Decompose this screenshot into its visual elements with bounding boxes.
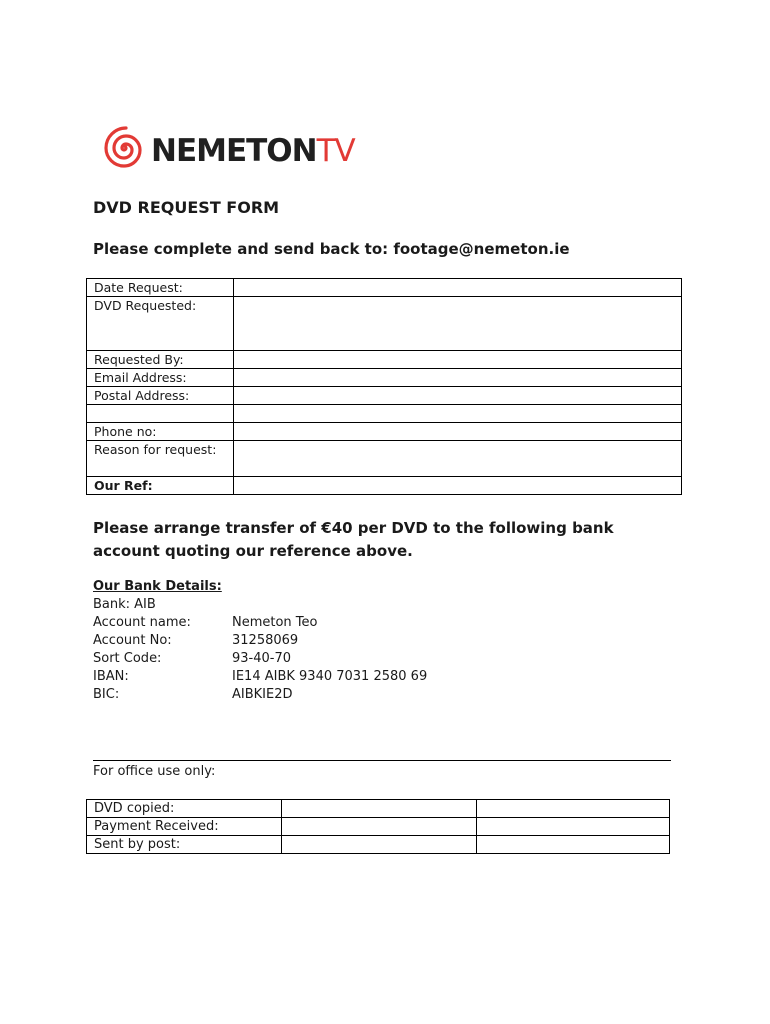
payment-received-label: Payment Received: <box>87 818 282 836</box>
sent-by-post-field[interactable] <box>282 836 477 854</box>
dvd-requested-label: DVD Requested: <box>87 297 234 351</box>
date-request-label: Date Request: <box>87 279 234 297</box>
logo-wordmark: NEMETONTV <box>151 133 355 169</box>
dvd-requested-field[interactable] <box>234 297 682 351</box>
dvd-copied-field-2[interactable] <box>477 800 670 818</box>
bank-key: Account No: <box>93 633 172 648</box>
dvd-copied-field[interactable] <box>282 800 477 818</box>
office-use-table <box>86 799 670 854</box>
bank-value: 31258069 <box>232 633 299 648</box>
table-row <box>87 351 682 369</box>
table-row <box>87 297 682 351</box>
table-row <box>87 387 682 405</box>
postal-address-label: Postal Address: <box>87 387 234 405</box>
phone-no-field[interactable] <box>234 423 682 441</box>
bank-key: IBAN: <box>93 669 129 684</box>
table-row <box>87 369 682 387</box>
table-row <box>87 279 682 297</box>
bank-details <box>93 578 427 704</box>
bank-key: BIC: <box>93 687 120 702</box>
our-ref-label: Our Ref: <box>87 477 234 495</box>
bank-row <box>93 614 427 632</box>
bank-row <box>93 686 427 704</box>
postal-address-field[interactable] <box>234 387 682 405</box>
bank-key: Account name: <box>93 615 191 630</box>
send-back-instruction: Please complete and send back to: footage@nemeton.ie <box>93 240 570 258</box>
bank-value: IE14 AIBK 9340 7031 2580 69 <box>232 669 428 684</box>
form-title: DVD REQUEST FORM <box>93 198 280 217</box>
bank-details-header: Our Bank Details: <box>93 579 222 594</box>
bank-value: 93-40-70 <box>232 651 292 666</box>
request-details-table <box>86 278 682 495</box>
dvd-copied-label: DVD copied: <box>87 800 282 818</box>
table-row <box>87 818 670 836</box>
bank-value: Nemeton Teo <box>232 615 318 630</box>
payment-received-field-2[interactable] <box>477 818 670 836</box>
bank-key: Sort Code: <box>93 651 162 666</box>
sent-by-post-label: Sent by post: <box>87 836 282 854</box>
email-address-field[interactable] <box>234 369 682 387</box>
bank-row <box>93 632 427 650</box>
table-row <box>87 477 682 495</box>
postal-address-field-2[interactable] <box>234 405 682 423</box>
requested-by-field[interactable] <box>234 351 682 369</box>
sent-by-post-field-2[interactable] <box>477 836 670 854</box>
reason-field[interactable] <box>234 441 682 477</box>
table-row <box>87 423 682 441</box>
transfer-instruction: Please arrange transfer of €40 per DVD to the following bank account quoting our reference above. <box>93 519 614 560</box>
bank-row <box>93 668 427 686</box>
blank-label <box>87 405 234 423</box>
requested-by-label: Requested By: <box>87 351 234 369</box>
payment-received-field[interactable] <box>282 818 477 836</box>
nemeton-tv-logo <box>100 124 355 174</box>
email-address-label: Email Address: <box>87 369 234 387</box>
table-row <box>87 800 670 818</box>
bank-name: Bank: AIB <box>93 597 156 612</box>
date-request-field[interactable] <box>234 279 682 297</box>
table-row <box>87 405 682 423</box>
separator-line <box>93 760 671 761</box>
table-row <box>87 441 682 477</box>
reason-label: Reason for request: <box>87 441 234 477</box>
office-use-label: For office use only: <box>93 764 216 779</box>
table-row <box>87 836 670 854</box>
phone-no-label: Phone no: <box>87 423 234 441</box>
spiral-logo-icon <box>100 124 148 172</box>
bank-row <box>93 650 427 668</box>
bank-value: AIBKIE2D <box>232 687 293 702</box>
our-ref-field[interactable] <box>234 477 682 495</box>
